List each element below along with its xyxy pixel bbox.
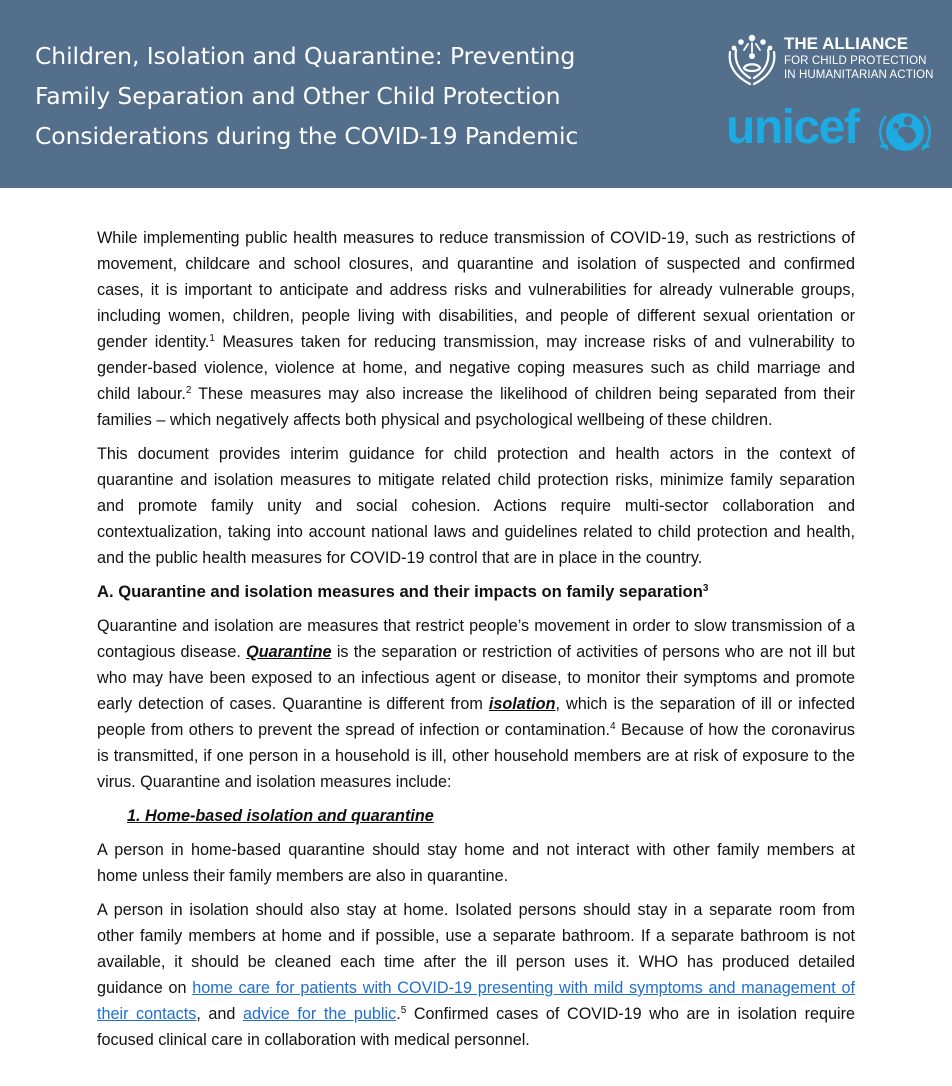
quarantine-definition-paragraph — [97, 613, 855, 795]
section-a-label: A. Quarantine and isolation measures and their impacts on family separation — [97, 582, 703, 601]
header-banner — [0, 0, 952, 188]
title-line-3: Considerations during the COVID-19 Pandemic — [35, 122, 579, 150]
quarantine-term: Quarantine — [246, 643, 332, 661]
intro-text-3: These measures may also increase the likelihood of children being separated from their families – which negatively affects both physical and psychological wellbeing of these children. — [97, 385, 855, 429]
intro-paragraph — [97, 225, 855, 433]
alliance-logo-block — [724, 30, 936, 90]
footnote-ref-2[interactable]: 2 — [185, 385, 192, 396]
alliance-subtitle-1: FOR CHILD PROTECTION — [784, 55, 927, 67]
unicef-logo — [726, 100, 938, 162]
title-line-2: Family Separation and Other Child Protection — [35, 82, 561, 110]
home-isolation-paragraph — [97, 897, 855, 1053]
alliance-hands-icon — [724, 30, 780, 88]
document-title — [35, 36, 595, 156]
isolation-term: isolation — [488, 695, 556, 713]
title-line-1: Children, Isolation and Quarantine: Preventing — [35, 42, 576, 70]
quarantine-text-4: Because of how the coronavirus is transmitted, if one person in a household is ill, other household members are at risk of exposure to the virus. Quarantine and isolation measures include: — [97, 721, 855, 791]
isolation-text-3: . — [396, 1005, 401, 1023]
quarantine-text-1: Quarantine and isolation are measures that restrict people’s movement in order to slow transmission of a contagious disease. — [97, 617, 855, 661]
isolation-text-2: , and — [196, 1005, 243, 1023]
unicef-wordmark: unicef — [726, 101, 859, 154]
intro-text-2: Measures taken for reducing transmission, may increase risks of and vulnerability to gender-based violence, violence at home, and negative coping measures such as child marriage and child labour. — [97, 333, 855, 403]
quarantine-text-2: is the separation or restriction of activities of persons who are not ill but who may have been exposed to an infectious agent or disease, to monitor their symptoms and promote early detection of cases. Quarantine is different from — [97, 643, 855, 713]
unicef-emblem-icon — [876, 106, 934, 158]
footnote-ref-1[interactable]: 1 — [209, 333, 215, 344]
subsection-1-heading: 1. Home-based isolation and quarantine — [127, 807, 434, 825]
isolation-text-1: A person in isolation should also stay at home. Isolated persons should stay in a separate room from other family members at home and if possible, use a separate bathroom. If a separate bathroom is not available, it should be cleaned each time after the ill person uses it. WHO has produced detailed guidance on — [97, 901, 855, 997]
quarantine-text-3: , which is the separation of ill or infected people from others to prevent the spread of infection or contamination. — [97, 695, 855, 739]
advice-for-public-link[interactable]: advice for the public — [243, 1005, 397, 1023]
document-body — [97, 225, 855, 1053]
purpose-paragraph: This document provides interim guidance for child protection and health actors in the context of quarantine and isolation measures to mitigate related child protection risks, minimize family separation and promote family unity and social cohesion. Actions require multi-sector collaboration and contextualization, taking into account national laws and guidelines related to child protection and health, and the public health measures for COVID-19 control that are in place in the country. — [97, 445, 855, 567]
home-care-guidance-link[interactable]: home care for patients with COVID-19 presenting with mild symptoms and management of their contacts — [97, 979, 855, 1023]
home-quarantine-paragraph: A person in home-based quarantine should stay home and not interact with other family members at home unless their family members are also in quarantine. — [97, 841, 855, 885]
footnote-ref-4[interactable]: 4 — [610, 721, 616, 732]
intro-text-1: While implementing public health measures to reduce transmission of COVID-19, such as restrictions of movement, childcare and school closures, and quarantine and isolation of suspected and confirmed cases, it is important to anticipate and address risks and vulnerabilities for already vulnerable groups, including women, children, people living with disabilities, and people of different sexual orientation or gender identity. — [97, 229, 855, 351]
alliance-subtitle-2: IN HUMANITARIAN ACTION — [784, 69, 934, 81]
footnote-ref-5[interactable]: 5 — [400, 1005, 407, 1016]
isolation-text-4: Confirmed cases of COVID-19 who are in isolation require focused clinical care in collaboration with medical personnel. — [97, 1005, 855, 1049]
alliance-name: THE ALLIANCE — [784, 34, 909, 53]
footnote-ref-3[interactable]: 3 — [702, 583, 709, 594]
section-a-heading — [97, 579, 855, 605]
